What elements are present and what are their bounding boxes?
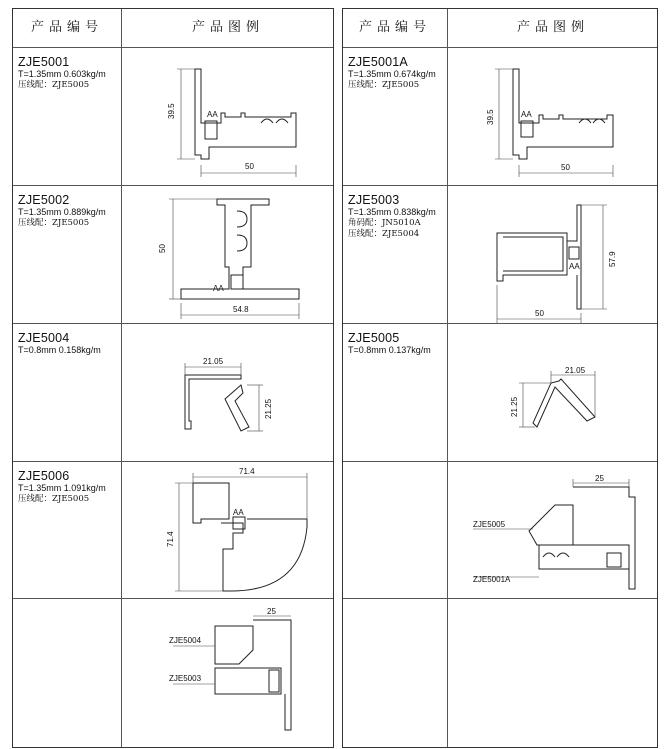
assembly-drawing-right (343, 461, 659, 599)
header-product-code: 产品编号 (358, 20, 431, 35)
dim-width: 25 (595, 474, 604, 483)
product-info-zje5002 (18, 193, 106, 229)
product-code: ZJE5001A (348, 55, 408, 69)
dim-height: 39.5 (486, 109, 495, 125)
product-code: ZJE5006 (18, 469, 70, 483)
header-product-code: 产品编号 (30, 20, 103, 35)
dim-height: 57.9 (608, 251, 617, 267)
product-code: ZJE5005 (348, 331, 400, 345)
product-info-zje5001a (348, 55, 436, 91)
product-info-zje5006 (18, 469, 106, 505)
tag-aa: AA (569, 262, 580, 271)
profile-drawing-zje5006 (121, 461, 335, 599)
profile-drawing-zje5001a (447, 47, 659, 185)
tag-aa: AA (207, 110, 218, 119)
product-spec: T=0.8mm 0.137kg/m (348, 345, 431, 355)
tag-aa: AA (213, 284, 224, 293)
dim-width: 50 (245, 162, 254, 171)
product-note: 压线配：ZJE5005 (18, 494, 90, 504)
dim-width: 54.8 (233, 305, 249, 314)
product-code: ZJE5001 (18, 55, 70, 69)
product-table-right (342, 8, 658, 748)
assembly-label-upper: ZJE5004 (169, 636, 202, 645)
product-code: ZJE5003 (348, 193, 400, 207)
dim-width: 25 (267, 607, 276, 616)
tag-aa: AA (233, 508, 244, 517)
product-info-zje5004 (18, 331, 101, 356)
tag-aa: AA (521, 110, 532, 119)
product-info-zje5003 (348, 193, 436, 240)
product-table-left (12, 8, 334, 748)
product-note: 压线配：ZJE5005 (18, 80, 90, 90)
assembly-label-lower: ZJE5003 (169, 674, 202, 683)
assembly-drawing-left (121, 598, 335, 749)
product-note-secondary: 压线配：ZJE5004 (348, 229, 420, 239)
product-spec: T=1.35mm 0.674kg/m (348, 69, 436, 79)
dim-width: 21.05 (203, 357, 224, 366)
product-code: ZJE5002 (18, 193, 70, 207)
product-note: 角码配：JN5010A (348, 218, 421, 228)
product-spec: T=1.35mm 0.838kg/m (348, 207, 436, 217)
product-note: 压线配：ZJE5005 (18, 218, 90, 228)
dim-height: 21.25 (510, 396, 519, 417)
profile-drawing-zje5004 (121, 323, 335, 461)
product-info-zje5001 (18, 55, 106, 91)
header-product-figure: 产品图例 (191, 20, 264, 35)
product-spec: T=1.35mm 0.889kg/m (18, 207, 106, 217)
product-spec: T=1.35mm 1.091kg/m (18, 483, 106, 493)
product-spec: T=0.8mm 0.158kg/m (18, 345, 101, 355)
dim-height: 21.25 (264, 398, 273, 419)
dim-height: 71.4 (166, 531, 175, 547)
product-info-zje5005 (348, 331, 431, 356)
profile-drawing-zje5003 (447, 185, 659, 323)
profile-drawing-zje5005 (447, 323, 659, 461)
profile-drawing-zje5002 (121, 185, 335, 323)
dim-width: 50 (561, 163, 570, 172)
dim-height: 39.5 (167, 103, 176, 119)
product-note: 压线配：ZJE5005 (348, 80, 420, 90)
assembly-label-lower: ZJE5001A (473, 575, 511, 584)
assembly-label-upper: ZJE5005 (473, 520, 506, 529)
dim-width: 71.4 (239, 467, 255, 476)
product-spec: T=1.35mm 0.603kg/m (18, 69, 106, 79)
dim-width: 50 (535, 309, 544, 318)
header-product-figure: 产品图例 (516, 20, 589, 35)
product-code: ZJE5004 (18, 331, 70, 345)
dim-width: 21.05 (565, 366, 586, 375)
dim-height: 50 (158, 244, 167, 253)
profile-drawing-zje5001 (121, 47, 335, 185)
